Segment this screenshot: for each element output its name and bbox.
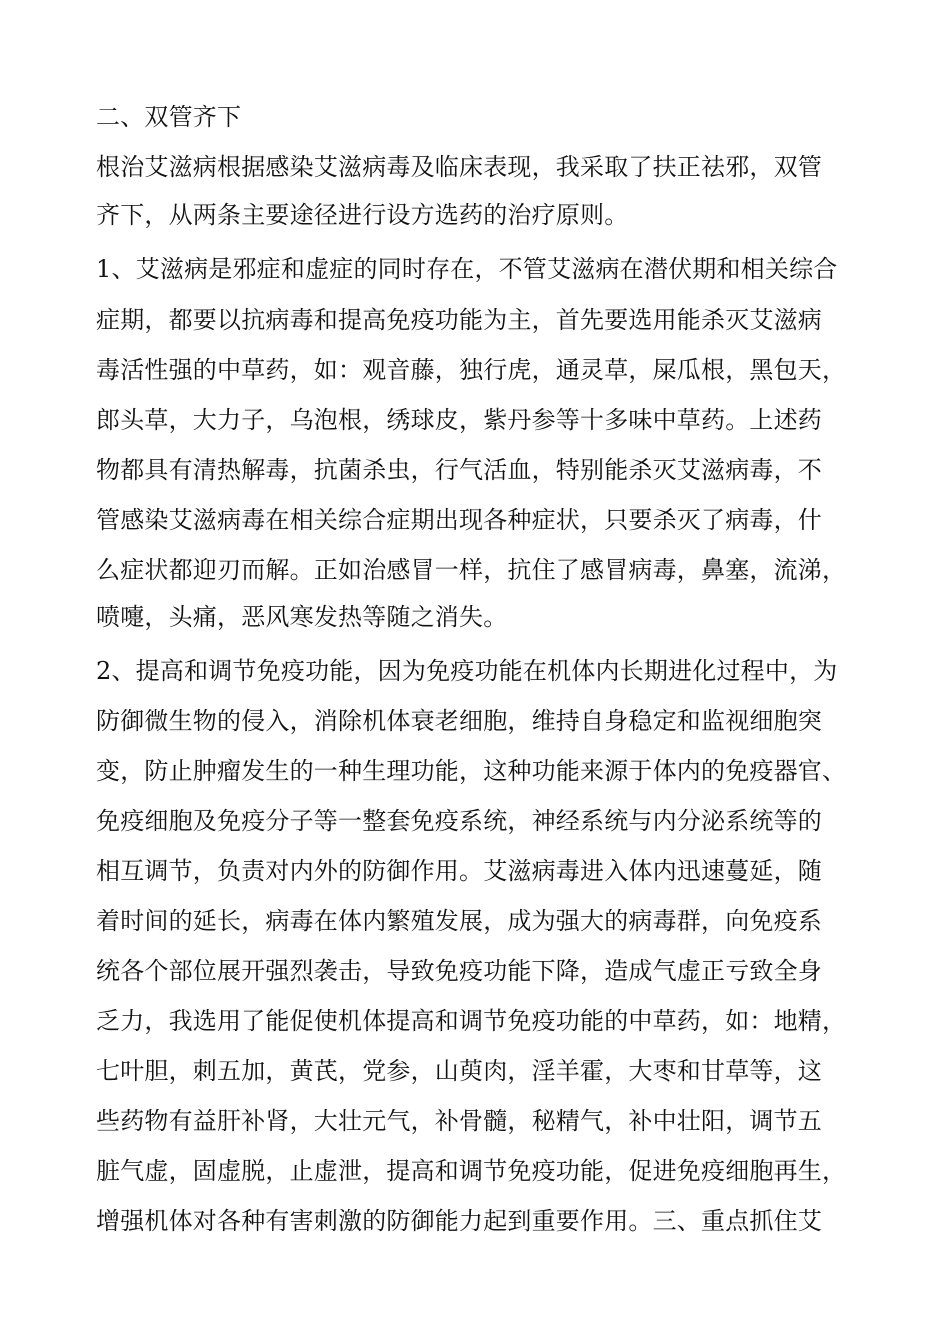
text-line: 些药物有益肝补肾，大壮元气，补骨髓，秘精气，补中壮阳，调节五 (96, 1107, 822, 1135)
text-line: 统各个部位展开强烈袭击，导致免疫功能下降，造成气虚正亏致全身 (96, 957, 822, 985)
text-line: 根治艾滋病根据感染艾滋病毒及临床表现，我采取了扶正祛邪，双管 (96, 153, 822, 181)
text-line: 乏力，我选用了能促使机体提高和调节免疫功能的中草药，如：地精， (96, 1007, 847, 1035)
text-line: 增强机体对各种有害刺激的防御能力起到重要作用。三、重点抓住艾 (96, 1207, 822, 1235)
section-heading: 二、双管齐下 (96, 103, 242, 131)
text-line: 齐下，从两条主要途径进行设方选药的治疗原则。 (96, 201, 629, 229)
text-line: 变，防止肿瘤发生的一种生理功能，这种功能来源于体内的免疫器官、 (96, 757, 847, 785)
text-line: 症期，都要以抗病毒和提高免疫功能为主，首先要选用能杀灭艾滋病 (96, 306, 822, 334)
text-line: 脏气虚，固虚脱，止虚泄，提高和调节免疫功能，促进免疫细胞再生， (96, 1157, 847, 1185)
text-line: 免疫细胞及免疫分子等一整套免疫系统，神经系统与内分泌系统等的 (96, 807, 822, 835)
text-line: 郎头草，大力子，乌泡根，绣球皮，紫丹参等十多味中草药。上述药 (96, 406, 822, 434)
text-line: 1、艾滋病是邪症和虚症的同时存在，不管艾滋病在潜伏期和相关综合 (96, 255, 838, 283)
text-line: 喷嚏，头痛，恶风寒发热等随之消失。 (96, 603, 508, 631)
text-line: 2、提高和调节免疫功能，因为免疫功能在机体内长期进化过程中，为 (96, 657, 838, 685)
text-line: 物都具有清热解毒，抗菌杀虫，行气活血，特别能杀灭艾滋病毒，不 (96, 456, 822, 484)
text-line: 管感染艾滋病毒在相关综合症期出现各种症状，只要杀灭了病毒，什 (96, 506, 822, 534)
text-line: 七叶胆，刺五加，黄芪，党参，山萸肉，淫羊霍，大枣和甘草等，这 (96, 1057, 822, 1085)
text-line: 防御微生物的侵入，消除机体衰老细胞，维持自身稳定和监视细胞突 (96, 707, 822, 735)
text-line: 毒活性强的中草药，如：观音藤，独行虎，通灵草，屎瓜根，黑包天， (96, 356, 847, 384)
text-line: 着时间的延长，病毒在体内繁殖发展，成为强大的病毒群，向免疫系 (96, 907, 822, 935)
text-line: 么症状都迎刃而解。正如治感冒一样，抗住了感冒病毒，鼻塞，流涕， (96, 556, 847, 584)
text-line: 相互调节，负责对内外的防御作用。艾滋病毒进入体内迅速蔓延，随 (96, 857, 822, 885)
